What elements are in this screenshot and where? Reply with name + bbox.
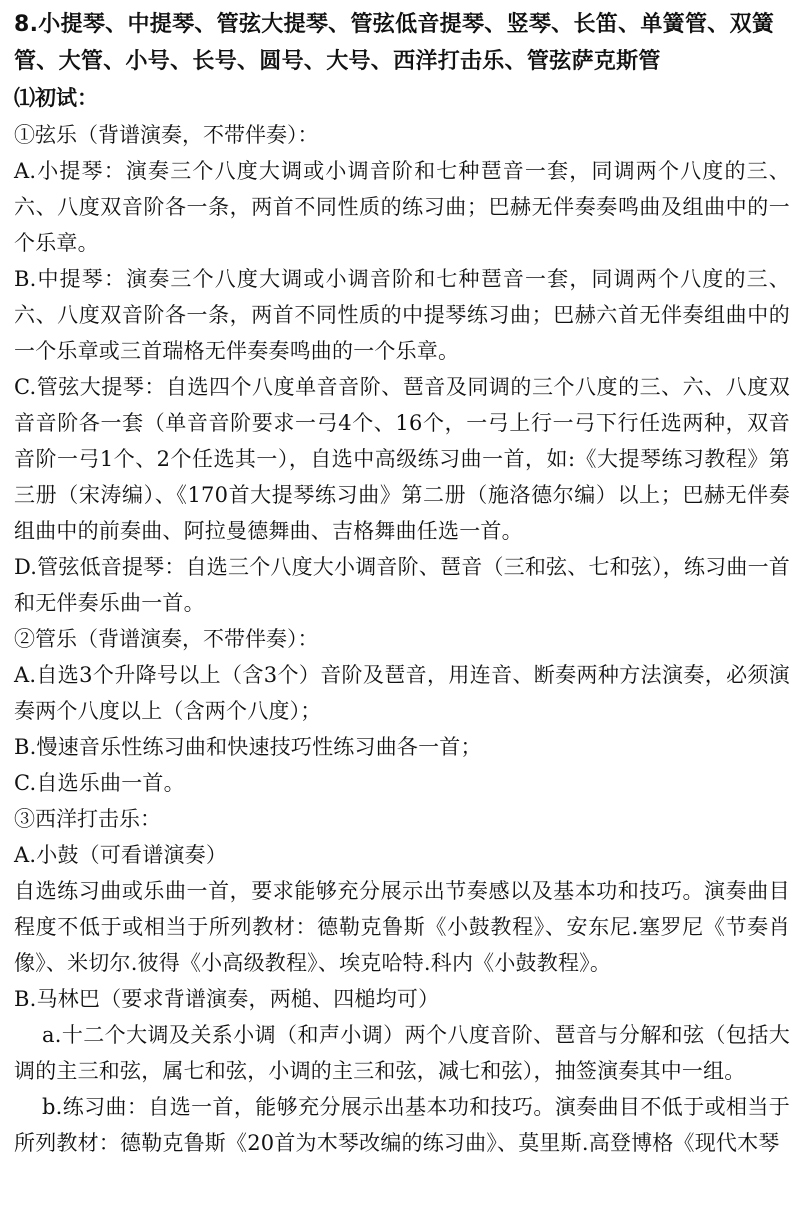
strings-section-title: ①弦乐（背谱演奏，不带伴奏）： — [14, 123, 319, 147]
winds-piece-requirement: C.自选乐曲一首。 — [14, 771, 185, 795]
cello-requirements: C.管弦大提琴：自选四个八度单音音阶、琶音及同调的三个八度的三、六、八度双音音阶各一套（单音音阶要求一弓4个、16个，一弓上行一弓下行任选两种，双音音阶一弓1个、2个任选其一），自选中高级练习曲一首，如:《大提琴练习教程》第三册（宋涛编）、《170首大提琴练习曲》第二册（施洛德尔编）以上；巴赫无伴奏组曲中的前奏曲、阿拉曼德舞曲、吉格舞曲任选一首。 — [14, 375, 790, 543]
winds-scales-requirement: A.自选3个升降号以上（含3个）音阶及琶音，用连音、断奏两种方法演奏，必须演奏两个八度以上（含两个八度）； — [14, 663, 790, 723]
winds-section-title: ②管乐（背谱演奏，不带伴奏）： — [14, 627, 319, 651]
snare-drum-requirements: 自选练习曲或乐曲一首，要求能够充分展示出节奏感以及基本功和技巧。演奏曲目程度不低于或相当于所列教材：德勒克鲁斯《小鼓教程》、安东尼.塞罗尼《节奏肖像》、米切尔.彼得《小高级教程》、埃克哈特.科内《小鼓教程》。 — [14, 879, 790, 975]
preliminary-exam-subheading: ⑴初试： — [14, 86, 98, 110]
document-page — [14, 6, 790, 1161]
violin-requirements: A.小提琴：演奏三个八度大调或小调音阶和七种琶音一套，同调两个八度的三、六、八度双音阶各一条，两首不同性质的练习曲；巴赫无伴奏奏鸣曲及组曲中的一个乐章。 — [14, 159, 790, 255]
marimba-scales-requirement: a.十二个大调及关系小调（和声小调）两个八度音阶、琶音与分解和弦（包括大调的主三和弦，属七和弦，小调的主三和弦，减七和弦），抽签演奏其中一组。 — [14, 1023, 790, 1083]
viola-requirements: B.中提琴：演奏三个八度大调或小调音阶和七种琶音一套，同调两个八度的三、六、八度双音阶各一条，两首不同性质的中提琴练习曲；巴赫六首无伴奏组曲中的一个乐章或三首瑞格无伴奏奏鸣曲的一个乐章。 — [14, 267, 790, 363]
section-heading: 8.小提琴、中提琴、管弦大提琴、管弦低音提琴、竖琴、长笛、单簧管、双簧管、大管、小号、长号、圆号、大号、西洋打击乐、管弦萨克斯管 — [14, 12, 775, 74]
marimba-title: B.马林巴（要求背谱演奏，两槌、四槌均可） — [14, 987, 440, 1011]
snare-drum-title: A.小鼓（可看谱演奏） — [14, 843, 228, 867]
winds-etudes-requirement: B.慢速音乐性练习曲和快速技巧性练习曲各一首； — [14, 735, 482, 759]
marimba-etude-requirement: b.练习曲：自选一首，能够充分展示出基本功和技巧。演奏曲目不低于或相当于所列教材：德勒克鲁斯《20首为木琴改编的练习曲》、莫里斯.高登博格《现代木琴 — [14, 1095, 790, 1155]
double-bass-requirements: D.管弦低音提琴：自选三个八度大小调音阶、琶音（三和弦、七和弦），练习曲一首和无伴奏乐曲一首。 — [14, 555, 790, 615]
percussion-section-title: ③西洋打击乐： — [14, 807, 161, 831]
